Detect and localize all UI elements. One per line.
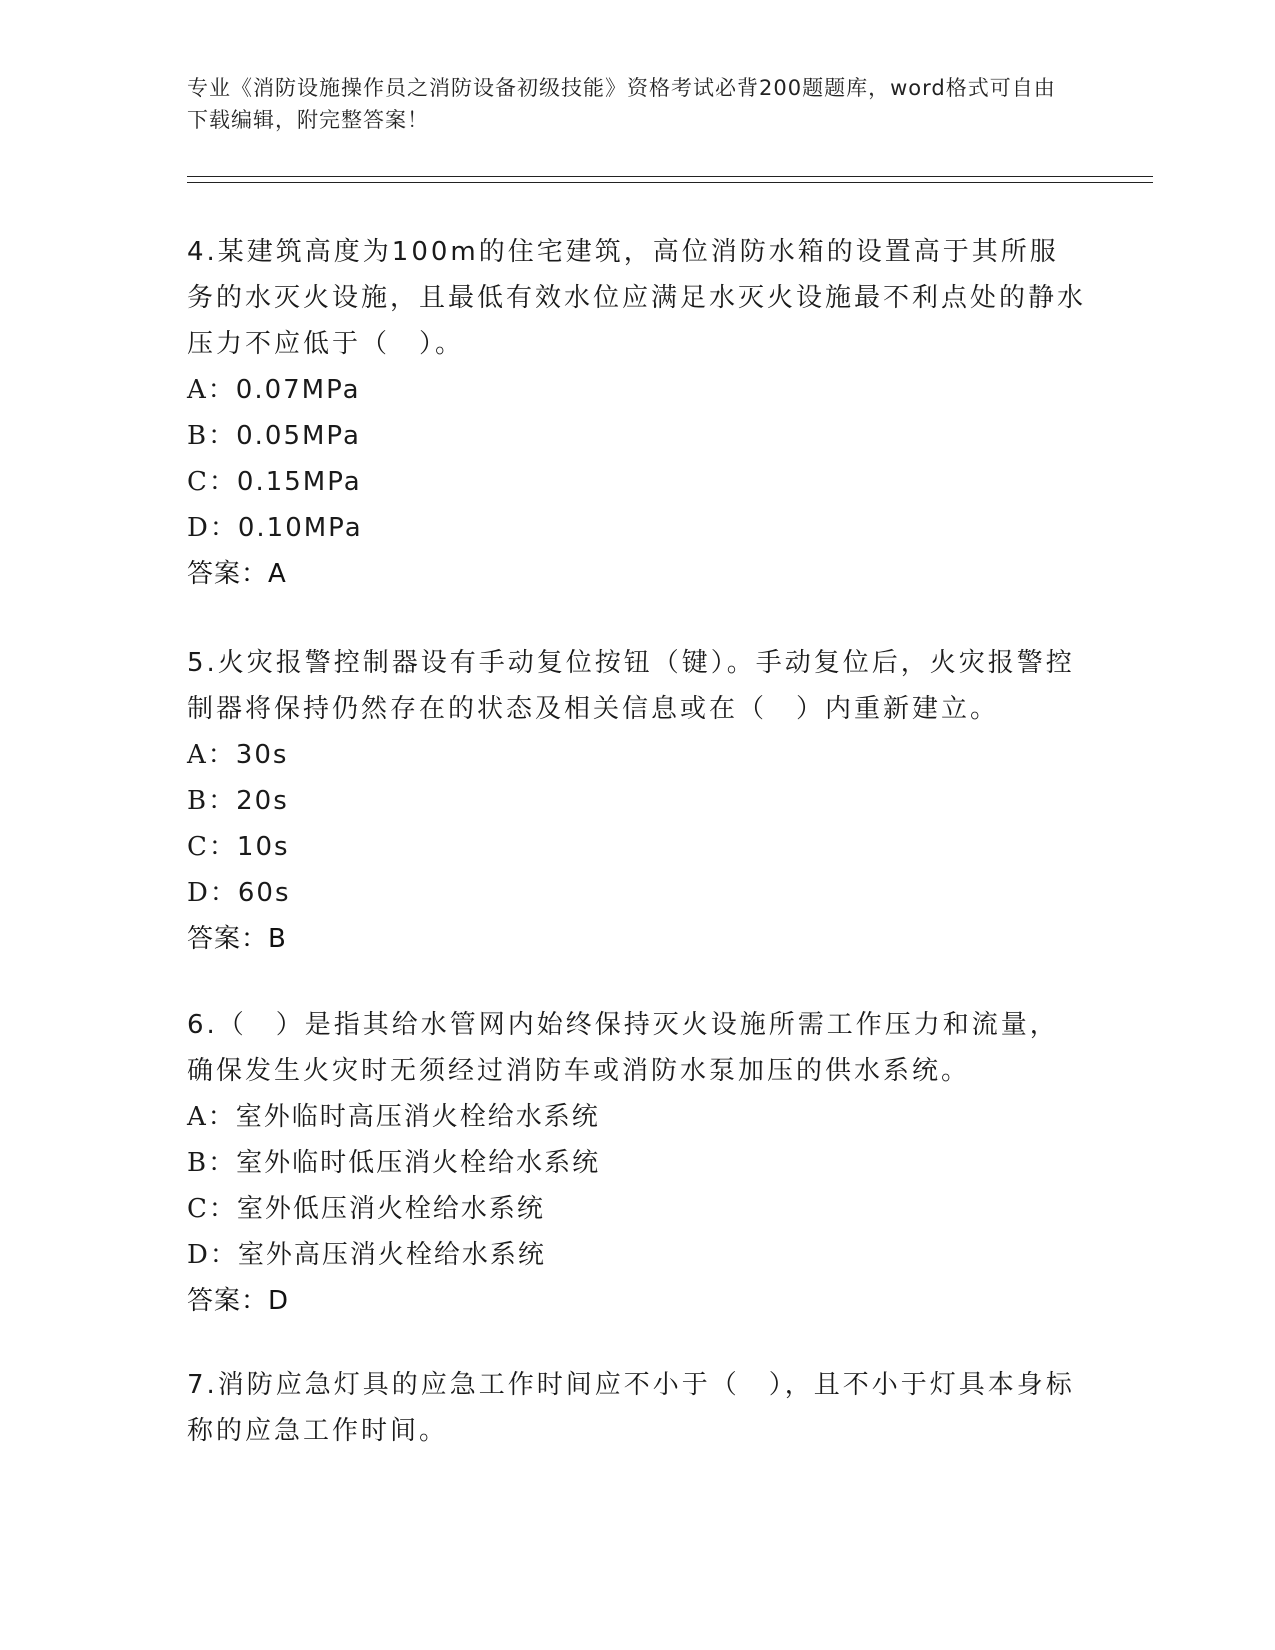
question-5: [187, 640, 1087, 962]
question-stem: 4.某建筑高度为100m的住宅建筑，高位消防水箱的设置高于其所服务的水灭火设施，且最低有效水位应满足水灭火设施最不利点处的静水压力不应低于（ ）。: [187, 237, 1087, 359]
option-a: A：0.07MPa: [187, 375, 361, 405]
question-4: [187, 229, 1087, 597]
question-6: [187, 1002, 1087, 1324]
option-b: B：20s: [187, 786, 289, 816]
question-stem: 6.（ ）是指其给水管网内始终保持灭火设施所需工作压力和流量，确保发生火灾时无须经过消防车或消防水泵加压的供水系统。: [187, 1010, 1059, 1086]
document-header: [187, 72, 1067, 136]
answer: 答案：A: [187, 559, 287, 589]
option-a: A：室外临时高压消火栓给水系统: [187, 1102, 600, 1132]
question-stem: 7.消防应急灯具的应急工作时间应不小于（ ），且不小于灯具本身标称的应急工作时间。: [187, 1370, 1075, 1446]
question-stem: 5.火灾报警控制器设有手动复位按钮（键）。手动复位后，火灾报警控制器将保持仍然存在的状态及相关信息或在（ ）内重新建立。: [187, 648, 1075, 724]
option-a: A：30s: [187, 740, 289, 770]
option-d: D：60s: [187, 878, 291, 908]
option-c: C：10s: [187, 832, 290, 862]
option-d: D：室外高压消火栓给水系统: [187, 1240, 546, 1270]
option-c: C：0.15MPa: [187, 467, 362, 497]
option-c: C：室外低压消火栓给水系统: [187, 1194, 545, 1224]
answer: 答案：D: [187, 1286, 290, 1316]
option-d: D：0.10MPa: [187, 513, 363, 543]
answer: 答案：B: [187, 924, 287, 954]
option-b: B：室外临时低压消火栓给水系统: [187, 1148, 601, 1178]
question-7: [187, 1362, 1087, 1454]
header-divider: [187, 176, 1153, 183]
header-text: 专业《消防设施操作员之消防设备初级技能》资格考试必背200题题库，word格式可自由下载编辑，附完整答案！: [187, 76, 1056, 132]
option-b: B：0.05MPa: [187, 421, 361, 451]
